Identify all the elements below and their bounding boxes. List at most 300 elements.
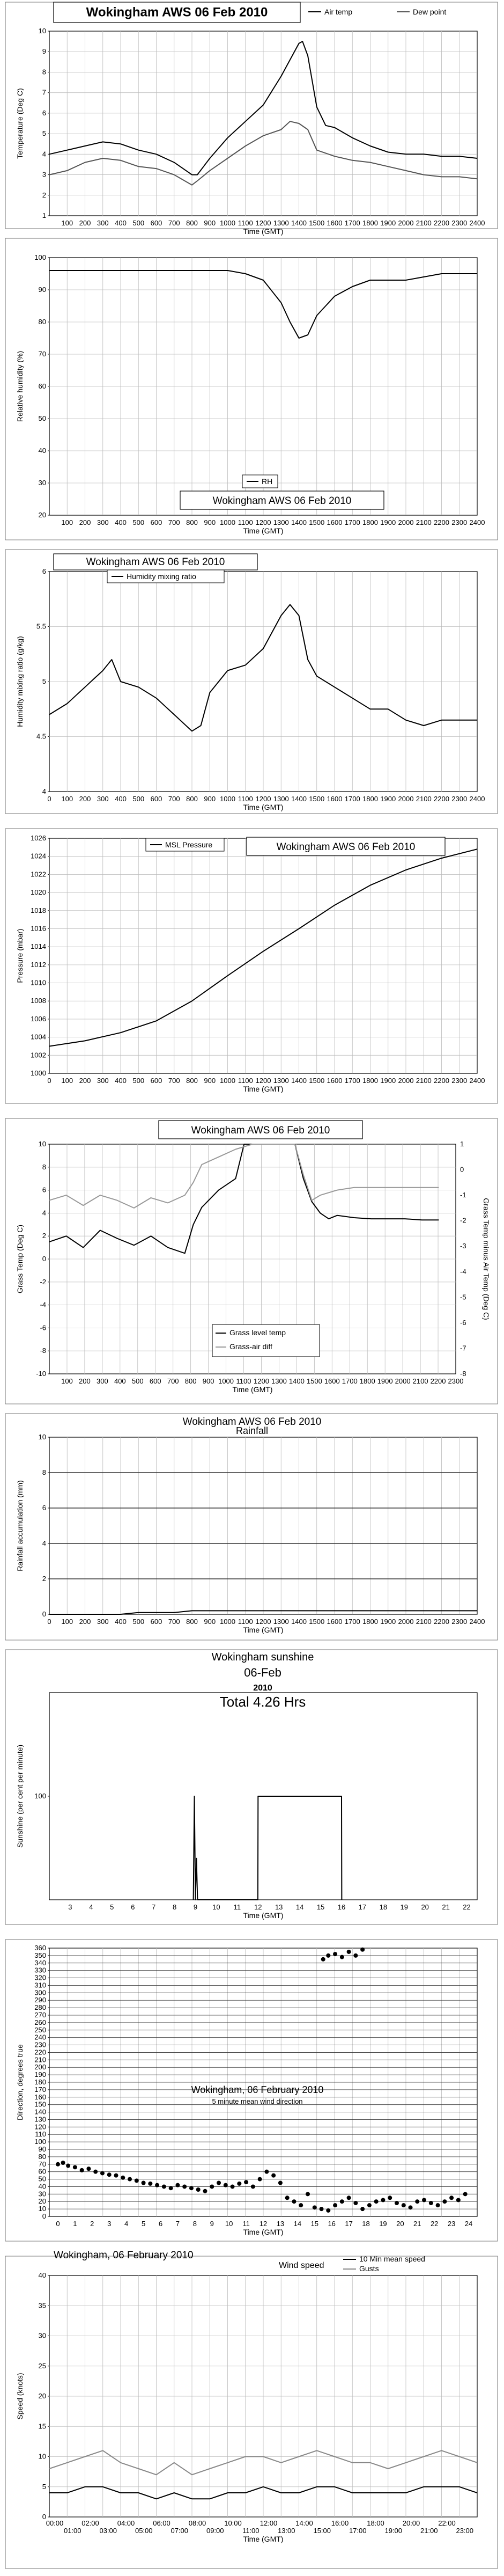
y-tick-label: 7	[42, 88, 46, 97]
x-tick-label: 1900	[377, 1377, 393, 1385]
data-point	[61, 2161, 65, 2165]
x-tick-label: 1600	[324, 1377, 340, 1385]
data-point	[340, 1955, 344, 1959]
chart-title: Wokingham, 06 February 2010	[191, 2084, 324, 2095]
chart-title: Wokingham AWS 06 Feb 2010	[182, 1416, 322, 1428]
x-tick-label: 1400	[291, 1618, 307, 1626]
y2-tick-label: -8	[460, 1370, 466, 1378]
y-tick-label: 320	[34, 1973, 46, 1982]
legend-label: MSL Pressure	[165, 840, 213, 849]
x-tick-label: 24	[464, 2220, 473, 2228]
x-tick-label: 10	[212, 1903, 220, 1911]
x-tick-label: 2100	[416, 795, 432, 803]
y-tick-label: 10	[38, 2452, 46, 2461]
data-point	[388, 2196, 392, 2200]
x-tick-label: 2000	[398, 1077, 414, 1085]
x-tick-label: 2300	[451, 1077, 468, 1085]
y-tick-label: 5	[42, 129, 46, 138]
y-tick-label: 110	[35, 2130, 46, 2139]
x-tick-label: 4	[89, 1903, 93, 1911]
y2-tick-label: 1	[460, 1140, 464, 1148]
x-tick-label-lower: 07:00	[171, 2527, 189, 2535]
x-tick-label: 4	[124, 2220, 129, 2228]
x-tick-label: 1000	[220, 1618, 235, 1626]
sunshine-total: Total 4.26 Hrs	[219, 1694, 306, 1710]
y-tick-label: 5.5	[36, 622, 46, 631]
data-point	[333, 2203, 337, 2207]
x-tick-label: 1800	[362, 1077, 378, 1085]
y-tick-label: 80	[38, 318, 46, 326]
data-point	[463, 2192, 468, 2196]
y-axis-title: Sunshine (per cent per minute)	[16, 1744, 24, 1848]
x-tick-label: 1500	[309, 518, 325, 526]
data-point	[251, 2184, 255, 2189]
x-axis-title: Time (GMT)	[243, 2535, 284, 2543]
y-tick-label: 1000	[31, 1069, 46, 1077]
data-point	[333, 1952, 337, 1956]
x-tick-label: 1300	[271, 1377, 287, 1385]
x-tick-label: 17	[345, 2220, 353, 2228]
data-point	[258, 2177, 262, 2182]
x-tick-label-upper: 16:00	[331, 2519, 349, 2527]
data-point	[374, 2199, 379, 2204]
x-tick-label: 1000	[218, 1377, 234, 1385]
x-tick-label: 1300	[273, 518, 289, 526]
x-tick-label: 100	[61, 219, 73, 227]
chart-sun	[5, 1650, 498, 1924]
x-tick-label: 18	[379, 1903, 388, 1911]
x-tick-label: 19	[400, 1903, 408, 1911]
data-point	[128, 2177, 132, 2182]
data-point	[449, 2196, 454, 2200]
x-tick-label: 300	[97, 219, 109, 227]
x-tick-label: 200	[79, 518, 91, 526]
data-point	[422, 2198, 426, 2202]
data-point	[285, 2196, 290, 2200]
x-tick-label-upper: 08:00	[188, 2519, 206, 2527]
data-point	[217, 2181, 221, 2185]
x-tick-label-lower: 09:00	[206, 2527, 224, 2535]
x-tick-label: 1600	[327, 795, 343, 803]
data-point	[326, 1953, 330, 1958]
chart-subtitle-date: 06-Feb	[244, 1666, 281, 1679]
x-tick-label: 1100	[238, 518, 253, 526]
y-tick-label: 5	[42, 2482, 46, 2491]
x-tick-label: 2200	[434, 795, 449, 803]
y-axis-title: Humidity mixing ratio (g/kg)	[16, 636, 24, 727]
data-point	[340, 2199, 344, 2204]
x-tick-label: 1900	[380, 795, 396, 803]
x-tick-label: 15	[310, 2220, 318, 2228]
y-tick-label: 1018	[31, 906, 46, 914]
x-axis-title: Time (GMT)	[243, 526, 284, 535]
chart-title: Wokingham AWS 06 Feb 2010	[86, 5, 268, 20]
data-point	[100, 2171, 105, 2175]
x-tick-label: 2000	[398, 1618, 414, 1626]
y-tick-label: 2	[42, 191, 46, 199]
x-tick-label: 1200	[255, 518, 271, 526]
y-tick-label: 170	[34, 2085, 46, 2094]
x-tick-label: 13	[275, 1903, 283, 1911]
y-tick-label: 1012	[31, 960, 46, 969]
x-tick-label: 400	[115, 795, 127, 803]
y-tick-label: 250	[34, 2025, 46, 2034]
x-tick-label: 1300	[273, 1077, 289, 1085]
data-point	[203, 2189, 207, 2193]
x-tick-label-lower: 03:00	[99, 2527, 117, 2535]
x-tick-label: 1900	[380, 518, 396, 526]
x-tick-label: 2100	[416, 219, 432, 227]
x-tick-label: 2300	[451, 1618, 468, 1626]
y-tick-label: 280	[34, 2003, 46, 2012]
data-point	[326, 2208, 330, 2213]
y2-tick-label: -5	[460, 1293, 466, 1301]
x-tick-label: 19	[379, 2220, 387, 2228]
data-point	[415, 2199, 419, 2204]
chart-title: Wokingham AWS 06 Feb 2010	[191, 1124, 330, 1136]
x-tick-label: 600	[149, 1377, 161, 1385]
y-tick-label: 0	[42, 2513, 46, 2521]
x-tick-label: 400	[114, 1377, 126, 1385]
x-tick-label: 3	[68, 1903, 72, 1911]
x-tick-label: 800	[186, 518, 198, 526]
x-tick-label: 500	[132, 795, 145, 803]
y-tick-label: 2	[42, 1232, 46, 1240]
x-tick-label: 2100	[416, 1077, 432, 1085]
data-point	[66, 2164, 70, 2168]
y2-tick-label: -3	[460, 1242, 466, 1250]
y-tick-label: 70	[38, 2160, 46, 2168]
x-tick-label: 22	[430, 2220, 439, 2228]
y-tick-label: 310	[34, 1981, 46, 1989]
x-tick-label: 2200	[430, 1377, 446, 1385]
chart-title: Wokingham AWS 06 Feb 2010	[212, 495, 352, 507]
x-tick-label: 1500	[309, 219, 325, 227]
y-tick-label: 160	[34, 2092, 46, 2101]
y-tick-label: 90	[38, 2145, 46, 2153]
y-tick-label: 220	[34, 2048, 46, 2057]
x-tick-label: 500	[132, 518, 145, 526]
y-tick-label: 40	[38, 447, 46, 455]
y-tick-label: 8	[42, 1162, 46, 1171]
y-tick-label: 1002	[31, 1051, 46, 1059]
data-point	[142, 2181, 146, 2185]
x-tick-label: 15	[316, 1903, 325, 1911]
x-tick-label: 1400	[291, 219, 307, 227]
x-tick-label: 1600	[327, 1618, 343, 1626]
x-tick-label: 2300	[451, 219, 468, 227]
x-tick-label: 1800	[362, 1618, 378, 1626]
x-tick-label-lower: 05:00	[135, 2527, 153, 2535]
x-tick-label: 2100	[412, 1377, 428, 1385]
x-tick-label-upper: 18:00	[367, 2519, 384, 2527]
x-tick-label: 300	[97, 1077, 109, 1085]
data-point	[237, 2182, 241, 2186]
data-point	[367, 2203, 372, 2207]
y-tick-label: -4	[40, 1300, 46, 1309]
chart-grass	[5, 1118, 498, 1404]
x-tick-label: 1800	[362, 518, 378, 526]
x-tick-label: 2300	[451, 795, 468, 803]
x-tick-label: 1400	[291, 1077, 307, 1085]
x-tick-label: 900	[204, 795, 216, 803]
x-tick-label: 2300	[448, 1377, 464, 1385]
x-tick-label: 1700	[342, 1377, 358, 1385]
x-tick-label: 2400	[469, 1618, 485, 1626]
chart-press	[5, 829, 498, 1103]
x-tick-label: 7	[175, 2220, 180, 2228]
data-point	[429, 2201, 433, 2205]
chart-title: Wokingham, 06 February 2010	[54, 2250, 194, 2261]
legend-label: Dew point	[413, 8, 447, 16]
chart-wspd	[5, 2250, 498, 2568]
x-tick-label: 1200	[255, 795, 271, 803]
x-tick-label: 2200	[434, 1077, 449, 1085]
x-tick-label: 1600	[327, 518, 343, 526]
x-tick-label: 700	[168, 1077, 180, 1085]
x-tick-label: 300	[97, 1377, 108, 1385]
y-tick-label: 4	[42, 1539, 46, 1547]
y2-tick-label: -6	[460, 1318, 466, 1327]
y-tick-label: 1006	[31, 1014, 46, 1023]
data-point	[175, 2183, 180, 2187]
x-tick-label: 700	[168, 518, 180, 526]
x-tick-label-upper: 10:00	[224, 2519, 242, 2527]
y-tick-label: 1020	[31, 888, 46, 897]
y-tick-label: 10	[38, 1140, 46, 1148]
x-tick-label: 2	[90, 2220, 94, 2228]
data-point	[121, 2176, 125, 2180]
x-tick-label-upper: 14:00	[295, 2519, 313, 2527]
y-tick-label: 350	[34, 1951, 46, 1959]
y2-tick-label: -4	[460, 1267, 466, 1276]
x-tick-label: 1600	[327, 1077, 343, 1085]
x-tick-label: 900	[204, 518, 216, 526]
x-tick-label: 2000	[398, 795, 414, 803]
data-point	[148, 2182, 152, 2186]
x-tick-label: 6	[131, 1903, 135, 1911]
y-tick-label: 1024	[31, 852, 46, 860]
x-tick-label: 1700	[344, 1618, 360, 1626]
chart-subtitle-year: 2010	[253, 1684, 272, 1693]
y-tick-label: 60	[38, 2167, 46, 2176]
x-tick-label: 1300	[273, 1618, 289, 1626]
y-tick-label: 290	[34, 1996, 46, 2004]
y-tick-label: 1014	[31, 942, 46, 951]
x-tick-label: 600	[150, 518, 162, 526]
y-tick-label: 100	[34, 1792, 46, 1800]
y-axis-title: Rainfall accumulation (mm)	[16, 1480, 24, 1571]
x-tick-label: 14	[293, 2220, 302, 2228]
y-tick-label: 0	[42, 1255, 46, 1263]
x-tick-label: 1300	[273, 219, 289, 227]
x-tick-label: 1700	[344, 219, 360, 227]
y-tick-label: 80	[38, 2152, 46, 2161]
x-tick-label: 800	[184, 1377, 197, 1385]
y-tick-label: 2	[42, 1575, 46, 1583]
x-tick-label: 200	[79, 219, 91, 227]
x-tick-label: 2400	[469, 1077, 485, 1085]
x-tick-label: 13	[276, 2220, 285, 2228]
x-tick-label-upper: 20:00	[402, 2519, 420, 2527]
legend-label: Grass-air diff	[229, 1342, 272, 1351]
y2-axis-title: Grass Temp minus Air Temp (Deg C)	[482, 1198, 491, 1320]
data-point	[196, 2187, 201, 2192]
chart-mix	[5, 550, 498, 814]
x-tick-label: 2200	[434, 219, 449, 227]
x-tick-label: 8	[192, 2220, 197, 2228]
x-tick-label: 8	[172, 1903, 177, 1911]
data-point	[162, 2184, 166, 2189]
y-tick-label: 6	[42, 1185, 46, 1194]
x-tick-label: 2000	[398, 219, 414, 227]
data-point	[80, 2168, 84, 2172]
x-tick-label: 1500	[309, 795, 325, 803]
y2-tick-label: -1	[460, 1191, 466, 1199]
legend-label: Grass level temp	[229, 1328, 286, 1337]
x-tick-label: 700	[168, 219, 180, 227]
x-tick-label: 3	[107, 2220, 112, 2228]
y-tick-label: 6	[42, 1504, 46, 1512]
y-tick-label: 1022	[31, 870, 46, 879]
x-tick-label: 7	[152, 1903, 156, 1911]
x-tick-label-upper: 12:00	[260, 2519, 278, 2527]
x-tick-label: 1400	[291, 795, 307, 803]
y-tick-label: 3	[42, 170, 46, 179]
y-axis-title: Temperature (Deg C)	[16, 88, 24, 159]
y-tick-label: 100	[34, 2138, 46, 2146]
data-point	[353, 1953, 358, 1958]
data-point	[244, 2180, 248, 2184]
data-point	[292, 2199, 296, 2204]
x-tick-label: 600	[150, 1618, 162, 1626]
y-tick-label: 30	[38, 2190, 46, 2198]
x-tick-label: 1700	[344, 795, 360, 803]
y-axis-title: Relative humidity (%)	[16, 350, 24, 422]
x-tick-label: 200	[79, 795, 91, 803]
x-tick-label: 500	[132, 219, 145, 227]
y-tick-label: 60	[38, 382, 46, 390]
x-tick-label: 1100	[238, 219, 253, 227]
y-tick-label: 50	[38, 2175, 46, 2183]
y-tick-label: 0	[42, 1610, 46, 1618]
y-tick-label: 1016	[31, 924, 46, 933]
x-tick-label: 1800	[359, 1377, 375, 1385]
x-tick-label: 2200	[434, 518, 449, 526]
x-tick-label: 11	[242, 2220, 250, 2228]
x-axis-title: Time (GMT)	[243, 803, 284, 811]
y-axis-title: Speed (knots)	[16, 2373, 24, 2420]
data-point	[456, 2198, 461, 2202]
y-tick-label: 8	[42, 1468, 46, 1476]
y-tick-label: 50	[38, 414, 46, 422]
x-tick-label: 900	[202, 1377, 214, 1385]
x-tick-label: 900	[204, 219, 216, 227]
x-tick-label: 20	[396, 2220, 404, 2228]
y-axis-title: Direction, degrees true	[16, 2044, 24, 2120]
y-tick-label: 0	[42, 2212, 46, 2220]
x-tick-label: 200	[79, 1377, 91, 1385]
x-tick-label: 22	[463, 1903, 471, 1911]
x-tick-label: 16	[328, 2220, 336, 2228]
y-tick-label: 120	[34, 2123, 46, 2131]
y-tick-label: 150	[34, 2100, 46, 2109]
y-tick-label: 1004	[31, 1033, 46, 1041]
data-point	[313, 2205, 317, 2209]
x-tick-label: 1900	[380, 1618, 396, 1626]
y-tick-label: 20	[38, 2392, 46, 2400]
x-tick-label: 1000	[220, 518, 235, 526]
y-tick-label: 35	[38, 2301, 46, 2310]
x-tick-label: 1200	[255, 1077, 271, 1085]
chart-subtitle: Rainfall	[235, 1425, 269, 1436]
y-tick-label: 360	[34, 1944, 46, 1952]
x-tick-label: 12	[254, 1903, 262, 1911]
data-point	[395, 2201, 399, 2205]
x-tick-label: 900	[204, 1618, 216, 1626]
data-point	[182, 2184, 187, 2189]
chart-subtitle: 5 minute mean wind direction	[212, 2097, 303, 2105]
chart-subtitle: Wind speed	[279, 2261, 324, 2270]
x-tick-label: 500	[132, 1618, 145, 1626]
x-tick-label: 800	[186, 219, 198, 227]
x-tick-label-upper: 06:00	[153, 2519, 171, 2527]
x-tick-label: 23	[447, 2220, 456, 2228]
x-tick-label: 21	[413, 2220, 421, 2228]
y-tick-label: 20	[38, 2197, 46, 2206]
x-tick-label: 1400	[288, 1377, 305, 1385]
y-tick-label: -10	[36, 1370, 46, 1378]
x-tick-label: 0	[47, 795, 51, 803]
data-point	[360, 2207, 365, 2211]
y-tick-label: 100	[34, 253, 46, 261]
x-tick-label: 100	[61, 1618, 73, 1626]
x-tick-label-upper: 00:00	[46, 2519, 64, 2527]
y-tick-label: 300	[34, 1988, 46, 1997]
x-tick-label: 1000	[220, 795, 235, 803]
x-tick-label: 400	[115, 1618, 127, 1626]
x-tick-label: 11	[233, 1903, 241, 1911]
x-axis-title: Time (GMT)	[243, 1626, 284, 1634]
y-tick-label: 4.5	[36, 732, 46, 741]
y-tick-label: 1026	[31, 834, 46, 842]
data-point	[93, 2170, 98, 2174]
data-point	[231, 2184, 235, 2189]
chart-title: Wokingham AWS 06 Feb 2010	[276, 841, 416, 853]
y-tick-label: 90	[38, 286, 46, 294]
x-tick-label: 9	[210, 2220, 214, 2228]
x-tick-label: 0	[47, 1077, 51, 1085]
x-tick-label: 1900	[380, 1077, 396, 1085]
y-tick-label: 270	[34, 2011, 46, 2019]
x-tick-label: 1000	[220, 1077, 235, 1085]
x-tick-label: 600	[150, 795, 162, 803]
y-tick-label: 180	[34, 2078, 46, 2086]
x-tick-label: 1000	[220, 219, 235, 227]
x-tick-label: 2100	[416, 518, 432, 526]
x-tick-label: 0	[56, 2220, 60, 2228]
x-tick-label: 1300	[273, 795, 289, 803]
x-tick-label-lower: 17:00	[349, 2527, 367, 2535]
x-tick-label: 2000	[395, 1377, 411, 1385]
y-tick-label: 6	[42, 108, 46, 117]
x-tick-label: 400	[115, 1077, 127, 1085]
data-point	[347, 1950, 351, 1954]
y-tick-label: 4	[42, 787, 46, 795]
x-tick-label: 16	[337, 1903, 346, 1911]
data-point	[86, 2167, 91, 2171]
x-tick-label: 500	[132, 1077, 145, 1085]
